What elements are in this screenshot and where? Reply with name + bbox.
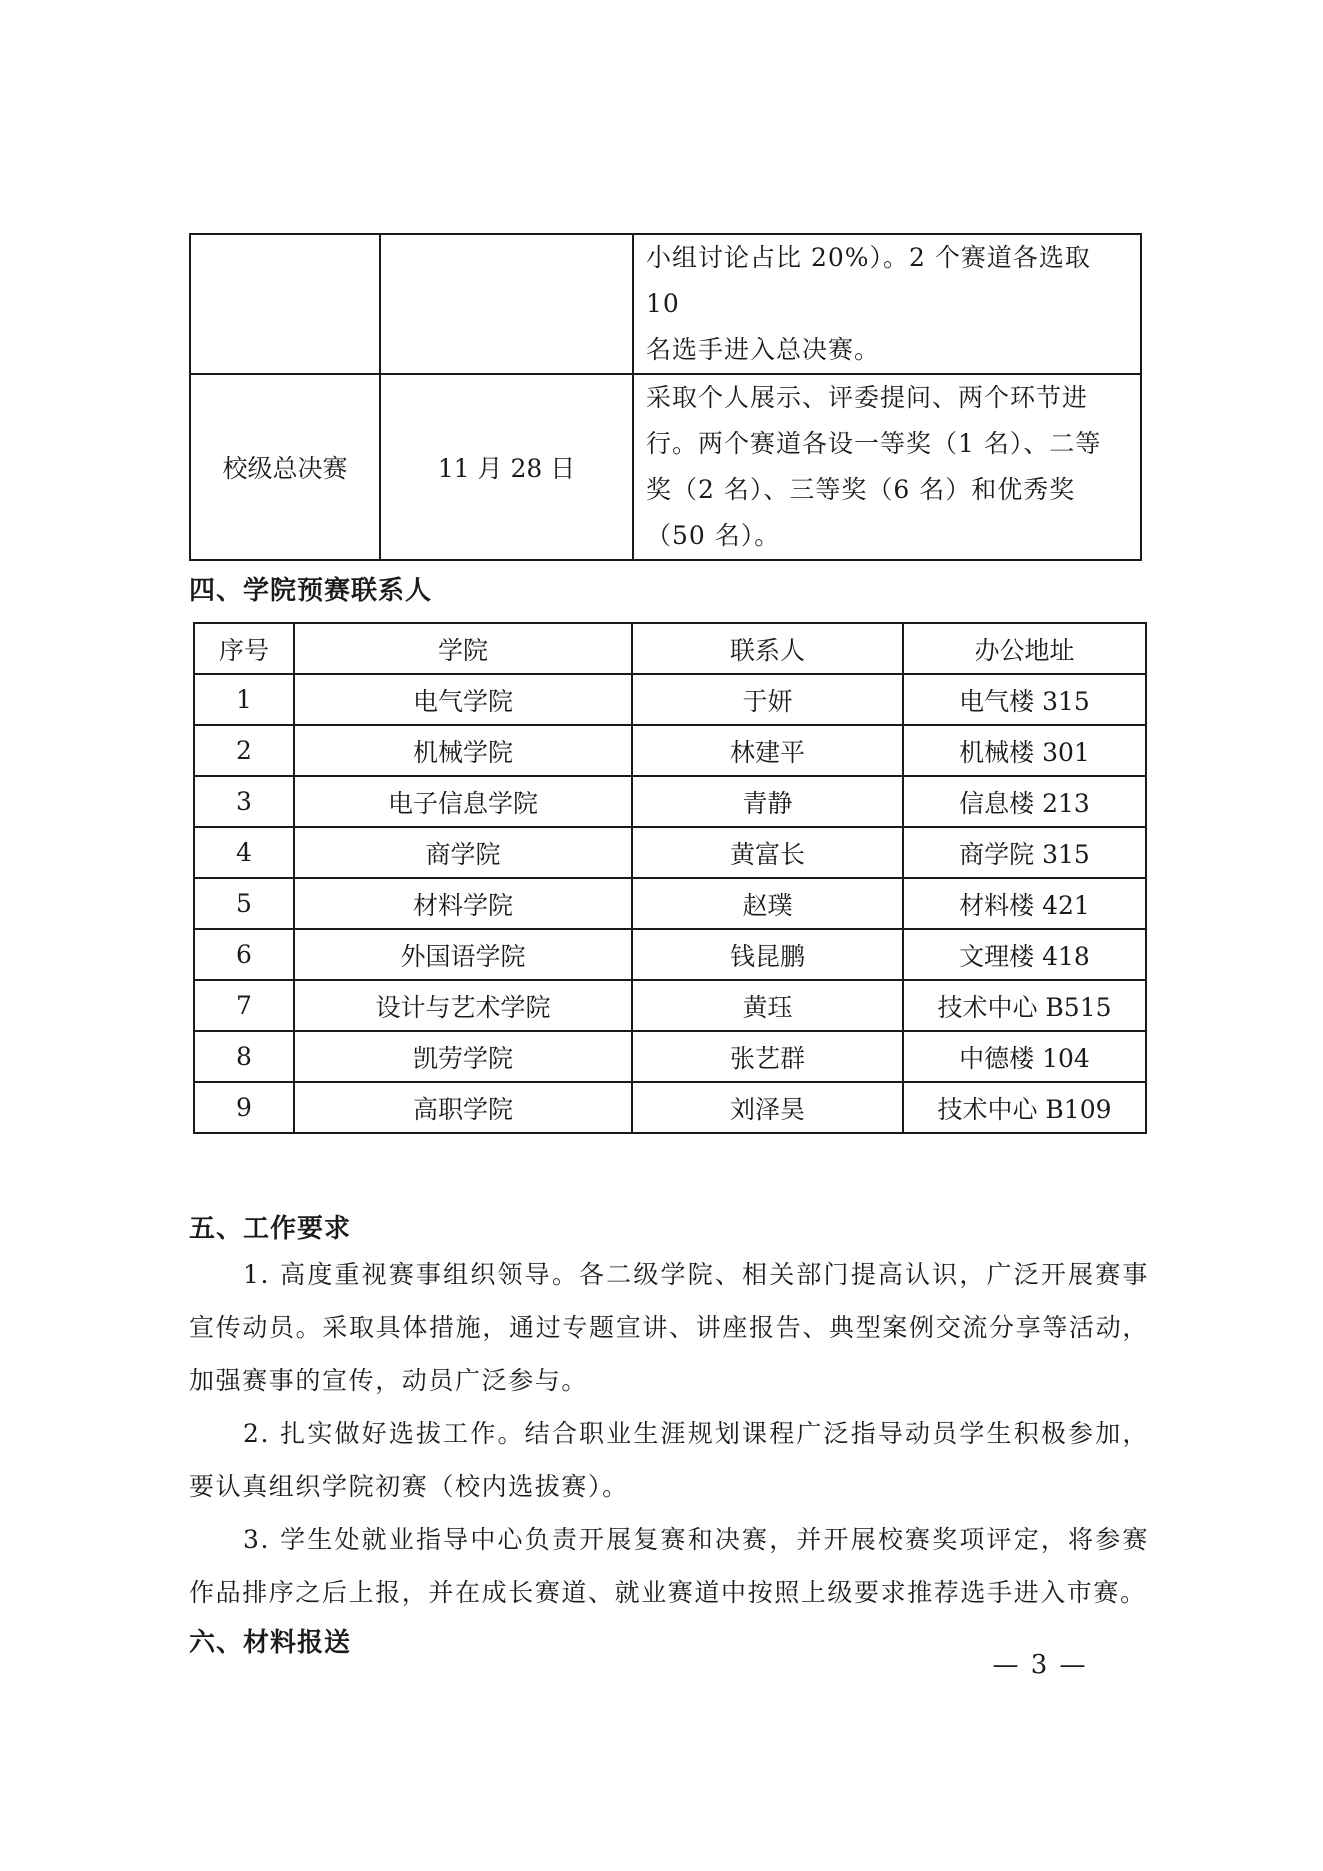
schedule-description-cell <box>633 234 1141 374</box>
table-row <box>194 674 1146 725</box>
cell-contact: 钱昆鹏 <box>632 929 903 980</box>
contact-table-header <box>194 623 1146 674</box>
table-row <box>194 827 1146 878</box>
schedule-stage-cell <box>190 234 380 374</box>
table-row <box>194 980 1146 1031</box>
cell-college: 商学院 <box>294 827 632 878</box>
schedule-row <box>190 234 1141 374</box>
cell-college: 外国语学院 <box>294 929 632 980</box>
cell-contact: 黄富长 <box>632 827 903 878</box>
page-number: — 3 — <box>992 1650 1088 1680</box>
cell-contact: 赵璞 <box>632 878 903 929</box>
section-heading-contacts: 四、学院预赛联系人 <box>189 576 433 606</box>
cell-index: 9 <box>194 1082 294 1133</box>
requirement-paragraph: 3. 学生处就业指导中心负责开展复赛和决赛，并开展校赛奖项评定，将参赛作品排序之后上报，并在成长赛道、就业赛道中按照上级要求推荐选手进入市赛。 <box>189 1525 1149 1607</box>
table-row <box>194 725 1146 776</box>
description-line: 采取个人展示、评委提问、两个环节进 <box>646 383 1089 412</box>
cell-office: 材料楼 421 <box>903 878 1146 929</box>
description-line: 行。两个赛道各设一等奖（1 名）、二等 <box>646 429 1102 458</box>
section-heading-requirements: 五、工作要求 <box>189 1214 352 1244</box>
section-heading-materials: 六、材料报送 <box>189 1628 352 1658</box>
cell-index: 1 <box>194 674 294 725</box>
cell-contact: 林建平 <box>632 725 903 776</box>
cell-college: 机械学院 <box>294 725 632 776</box>
schedule-row <box>190 374 1141 560</box>
cell-office: 技术中心 B109 <box>903 1082 1146 1133</box>
cell-index: 3 <box>194 776 294 827</box>
cell-college: 设计与艺术学院 <box>294 980 632 1031</box>
schedule-table <box>189 233 1142 561</box>
description-line: 奖（2 名）、三等奖（6 名）和优秀奖 <box>646 475 1076 504</box>
cell-contact: 刘泽昊 <box>632 1082 903 1133</box>
cell-college: 材料学院 <box>294 878 632 929</box>
contact-table <box>193 622 1147 1134</box>
schedule-description-cell <box>633 374 1141 560</box>
column-header-index: 序号 <box>194 623 294 674</box>
requirement-paragraph: 1. 高度重视赛事组织领导。各二级学院、相关部门提高认识，广泛开展赛事宣传动员。采取具体措施，通过专题宣讲、讲座报告、典型案例交流分享等活动，加强赛事的宣传，动员广泛参与。 <box>189 1260 1149 1395</box>
cell-office: 电气楼 315 <box>903 674 1146 725</box>
cell-index: 4 <box>194 827 294 878</box>
column-header-contact: 联系人 <box>632 623 903 674</box>
table-row <box>194 1082 1146 1133</box>
schedule-stage-cell: 校级总决赛 <box>190 374 380 560</box>
cell-office: 文理楼 418 <box>903 929 1146 980</box>
cell-index: 6 <box>194 929 294 980</box>
cell-contact: 黄珏 <box>632 980 903 1031</box>
cell-office: 商学院 315 <box>903 827 1146 878</box>
cell-index: 8 <box>194 1031 294 1082</box>
table-row <box>194 929 1146 980</box>
description-line: （50 名）。 <box>646 521 781 550</box>
schedule-date-cell: 11 月 28 日 <box>380 374 633 560</box>
description-line: 小组讨论占比 20%）。2 个赛道各选取 10 <box>646 243 1091 318</box>
cell-office: 机械楼 301 <box>903 725 1146 776</box>
cell-index: 2 <box>194 725 294 776</box>
schedule-date-cell <box>380 234 633 374</box>
cell-office: 信息楼 213 <box>903 776 1146 827</box>
cell-index: 7 <box>194 980 294 1031</box>
table-row <box>194 1031 1146 1082</box>
cell-office: 中德楼 104 <box>903 1031 1146 1082</box>
cell-college: 电气学院 <box>294 674 632 725</box>
cell-contact: 于妍 <box>632 674 903 725</box>
cell-contact: 张艺群 <box>632 1031 903 1082</box>
column-header-office: 办公地址 <box>903 623 1146 674</box>
cell-college: 凯劳学院 <box>294 1031 632 1082</box>
requirement-paragraph: 2. 扎实做好选拔工作。结合职业生涯规划课程广泛指导动员学生积极参加，要认真组织学院初赛（校内选拔赛）。 <box>189 1419 1149 1501</box>
cell-contact: 青静 <box>632 776 903 827</box>
table-row <box>194 776 1146 827</box>
cell-college: 电子信息学院 <box>294 776 632 827</box>
description-line: 名选手进入总决赛。 <box>646 335 881 364</box>
cell-college: 高职学院 <box>294 1082 632 1133</box>
column-header-college: 学院 <box>294 623 632 674</box>
cell-office: 技术中心 B515 <box>903 980 1146 1031</box>
table-row <box>194 878 1146 929</box>
cell-index: 5 <box>194 878 294 929</box>
